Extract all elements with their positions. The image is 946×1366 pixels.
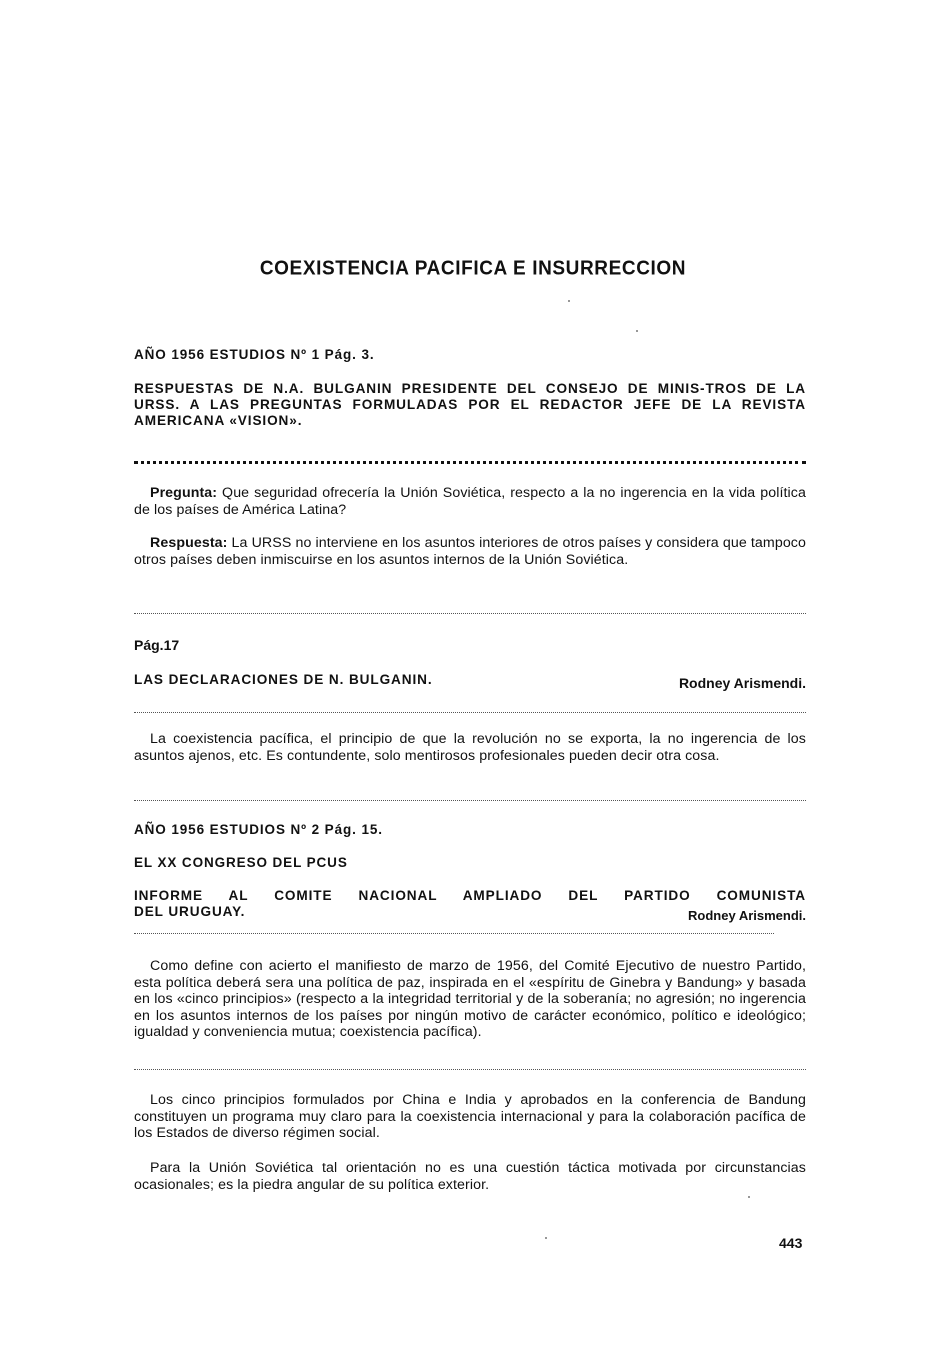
question-paragraph: [134, 485, 806, 518]
section-heading: LAS DECLARACIONES DE N. BULGANIN.: [134, 672, 433, 687]
scan-speck: [568, 300, 570, 302]
dotted-divider: [134, 610, 806, 614]
question-label: Pregunta:: [150, 485, 218, 501]
dotted-divider: [134, 930, 774, 934]
body-paragraph: Los cinco principios formulados por China e India y aprobados en la conferencia de Bandung constituyen un programa muy claro para la coexistencia internacional y para la colaboración pacífica de los Estados de diverso régimen social.: [134, 1092, 806, 1141]
answer-label: Respuesta:: [150, 535, 228, 551]
section-heading-line: INFORME AL COMITE NACIONAL AMPLIADO DEL PARTIDO COMUNISTA: [134, 888, 806, 903]
scan-speck: [748, 1196, 750, 1198]
source-reference: AÑO 1956 ESTUDIOS Nº 2 Pág. 15.: [134, 822, 383, 837]
dotted-divider: [134, 458, 806, 464]
author-name: Rodney Arismendi.: [688, 908, 806, 923]
dotted-divider: [134, 1066, 806, 1070]
author-name: Rodney Arismendi.: [678, 675, 806, 691]
section-subheading: EL XX CONGRESO DEL PCUS: [134, 855, 348, 870]
scan-speck: [545, 1237, 547, 1239]
answer-text: La URSS no interviene en los asuntos interiores de otros países y considera que tampoco otros países deben inmiscuirse en los asuntos internos de la Unión Soviética.: [134, 535, 806, 568]
page-title: COEXISTENCIA PACIFICA E INSURRECCION: [259, 257, 687, 280]
page-reference: Pág.17: [134, 637, 180, 653]
body-paragraph: Como define con acierto el manifiesto de marzo de 1956, del Comité Ejecutivo de nuestro Partido, esta política deberá sera una política de paz, inspirada en el «espíritu de Ginebra y Bandung» y basada en los «cinco principios» (respecto a la integridad territorial y de la soberanía; no agresión; no ingerencia en los asuntos internos de los países por ningún motivo de carácter económico, político e ideológico; igualdad y conveniencia mutua; coexistencia pacífica).: [134, 958, 806, 1040]
body-paragraph: La coexistencia pacífica, el principio de que la revolución no se exporta, la no ingerencia de los asuntos ajenos, etc. Es contundente, solo mentirosos profesionales pueden decir otra cosa.: [134, 731, 806, 764]
body-paragraph: Para la Unión Soviética tal orientación no es una cuestión táctica motivada por circunstancias ocasionales; es la piedra angular de su política exterior.: [134, 1160, 806, 1193]
section-heading-line: DEL URUGUAY.: [134, 904, 246, 919]
dotted-divider: [134, 709, 806, 713]
source-reference: AÑO 1956 ESTUDIOS Nº 1 Pág. 3.: [134, 347, 375, 362]
section-heading: RESPUESTAS DE N.A. BULGANIN PRESIDENTE DEL CONSEJO DE MINIS-TROS DE LA URSS. A LAS PREGUNTAS FORMULADAS POR EL REDACTOR JEFE DE LA REVISTA AMERICANA «VISION».: [134, 381, 806, 428]
scan-speck: [636, 330, 638, 332]
question-text: Que seguridad ofrecería la Unión Soviética, respecto a la no ingerencia en la vida política de los países de América Latina?: [134, 485, 806, 518]
answer-paragraph: [134, 535, 806, 568]
dotted-divider: [134, 797, 806, 801]
page-number: 443: [779, 1235, 803, 1251]
